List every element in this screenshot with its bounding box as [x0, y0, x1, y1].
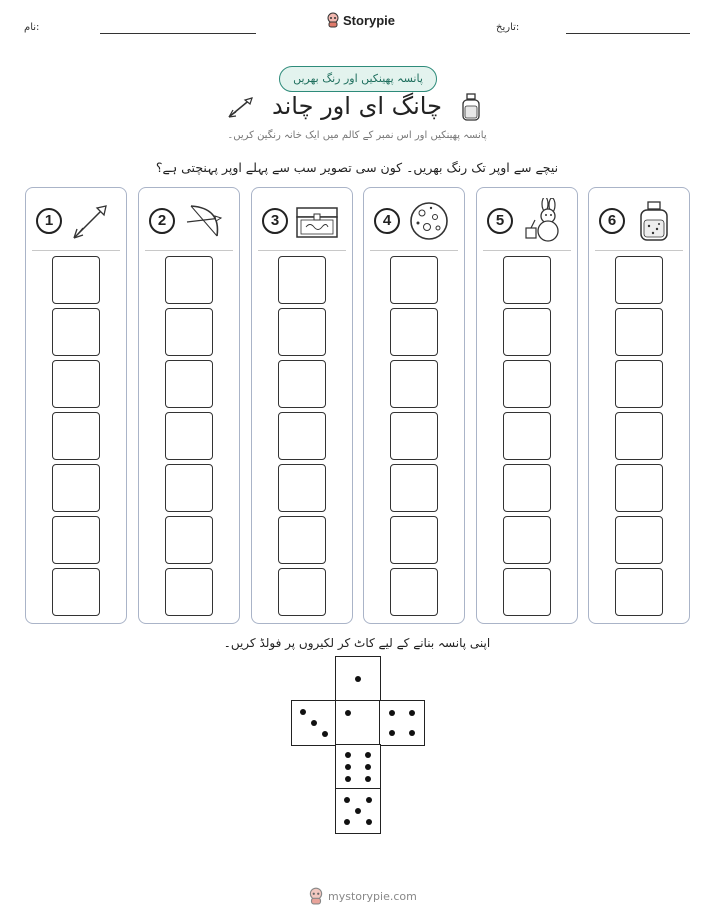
color-box[interactable]	[615, 464, 663, 512]
brand-logo	[326, 12, 395, 28]
color-box[interactable]	[503, 568, 551, 616]
column-divider	[32, 250, 120, 251]
color-box[interactable]	[278, 464, 326, 512]
bow-icon	[181, 198, 227, 244]
pip	[322, 731, 328, 737]
arrow-title-icon	[226, 94, 256, 120]
potion-bottle-icon	[631, 198, 677, 244]
game-badge: پانسہ پھینکیں اور رنگ بھریں	[279, 66, 437, 92]
color-box[interactable]	[52, 308, 100, 356]
color-box[interactable]	[615, 256, 663, 304]
pip	[344, 819, 350, 825]
color-box[interactable]	[615, 412, 663, 460]
footer-url[interactable]: mystorypie.com	[328, 889, 417, 903]
pip	[389, 730, 395, 736]
pip	[355, 676, 361, 682]
column-6	[588, 187, 690, 624]
column-4	[363, 187, 465, 624]
column-divider	[370, 250, 458, 251]
potion-title-icon	[460, 92, 482, 122]
column-number: 6	[599, 208, 625, 234]
date-label: تاریخ:	[496, 22, 520, 33]
arrow-icon	[68, 198, 114, 244]
rabbit-icon	[519, 198, 565, 244]
color-box[interactable]	[503, 464, 551, 512]
page-subtitle: پانسہ پھینکیں اور اس نمبر کے کالم میں ایک خانہ رنگین کریں۔	[227, 130, 487, 141]
column-divider	[258, 250, 346, 251]
die-face-6	[335, 744, 381, 790]
color-box[interactable]	[165, 516, 213, 564]
color-box[interactable]	[278, 308, 326, 356]
pip	[365, 764, 371, 770]
pip	[345, 776, 351, 782]
page-title: چانگ ای اور چاند	[272, 92, 442, 120]
die-face-3	[291, 700, 337, 746]
pip	[389, 710, 395, 716]
storypie-mascot-icon	[326, 12, 340, 28]
color-box[interactable]	[165, 568, 213, 616]
column-number: 4	[374, 208, 400, 234]
pip	[311, 720, 317, 726]
color-box[interactable]	[165, 256, 213, 304]
color-box[interactable]	[52, 256, 100, 304]
brand-name: Storypie	[343, 12, 396, 28]
die-face-4	[379, 700, 425, 746]
column-number: 5	[487, 208, 513, 234]
die-face-5	[335, 788, 381, 834]
column-3	[251, 187, 353, 624]
pip	[366, 819, 372, 825]
color-box[interactable]	[165, 464, 213, 512]
color-box[interactable]	[165, 308, 213, 356]
pip	[365, 752, 371, 758]
pip	[365, 776, 371, 782]
pip	[300, 709, 306, 715]
storypie-mascot-icon	[308, 887, 324, 905]
pip	[345, 764, 351, 770]
question-text: نیچے سے اوپر تک رنگ بھریں۔ کون سی تصویر سب سے پہلے اوپر پہنچتی ہے؟	[155, 160, 559, 175]
pip	[409, 730, 415, 736]
color-box[interactable]	[278, 256, 326, 304]
column-number: 2	[149, 208, 175, 234]
column-number: 3	[262, 208, 288, 234]
color-box[interactable]	[615, 516, 663, 564]
pip	[409, 710, 415, 716]
color-box[interactable]	[52, 360, 100, 408]
column-5	[476, 187, 578, 624]
color-box[interactable]	[503, 308, 551, 356]
column-number: 1	[36, 208, 62, 234]
column-divider	[595, 250, 683, 251]
pip	[355, 808, 361, 814]
color-box[interactable]	[52, 568, 100, 616]
color-box[interactable]	[278, 568, 326, 616]
color-box[interactable]	[390, 360, 438, 408]
color-box[interactable]	[503, 256, 551, 304]
name-label: نام:	[24, 22, 40, 33]
die-face-1-center	[335, 700, 381, 746]
column-1	[25, 187, 127, 624]
column-divider	[483, 250, 571, 251]
color-box[interactable]	[278, 360, 326, 408]
color-box[interactable]	[615, 568, 663, 616]
color-box[interactable]	[390, 308, 438, 356]
die-face-1-top	[335, 656, 381, 702]
color-box[interactable]	[278, 516, 326, 564]
color-box[interactable]	[615, 308, 663, 356]
color-box[interactable]	[165, 412, 213, 460]
color-box[interactable]	[615, 360, 663, 408]
color-box[interactable]	[390, 256, 438, 304]
footer	[308, 887, 417, 905]
moon-icon	[406, 198, 452, 244]
color-box[interactable]	[52, 464, 100, 512]
treasure-chest-icon	[294, 198, 340, 244]
color-box[interactable]	[52, 412, 100, 460]
pip	[345, 752, 351, 758]
pip	[366, 797, 372, 803]
color-box[interactable]	[503, 412, 551, 460]
color-box[interactable]	[52, 516, 100, 564]
column-2	[138, 187, 240, 624]
color-box[interactable]	[503, 516, 551, 564]
color-box[interactable]	[390, 516, 438, 564]
color-box[interactable]	[503, 360, 551, 408]
color-box[interactable]	[390, 568, 438, 616]
name-line	[100, 33, 256, 34]
color-box[interactable]	[390, 412, 438, 460]
date-line	[566, 33, 690, 34]
color-box[interactable]	[390, 464, 438, 512]
pip	[344, 797, 350, 803]
pip	[345, 710, 351, 716]
color-box[interactable]	[165, 360, 213, 408]
dice-instruction: اپنی پانسہ بنانے کے لیے کاٹ کر لکیروں پر فولڈ کریں۔	[223, 636, 491, 650]
column-divider	[145, 250, 233, 251]
color-box[interactable]	[278, 412, 326, 460]
